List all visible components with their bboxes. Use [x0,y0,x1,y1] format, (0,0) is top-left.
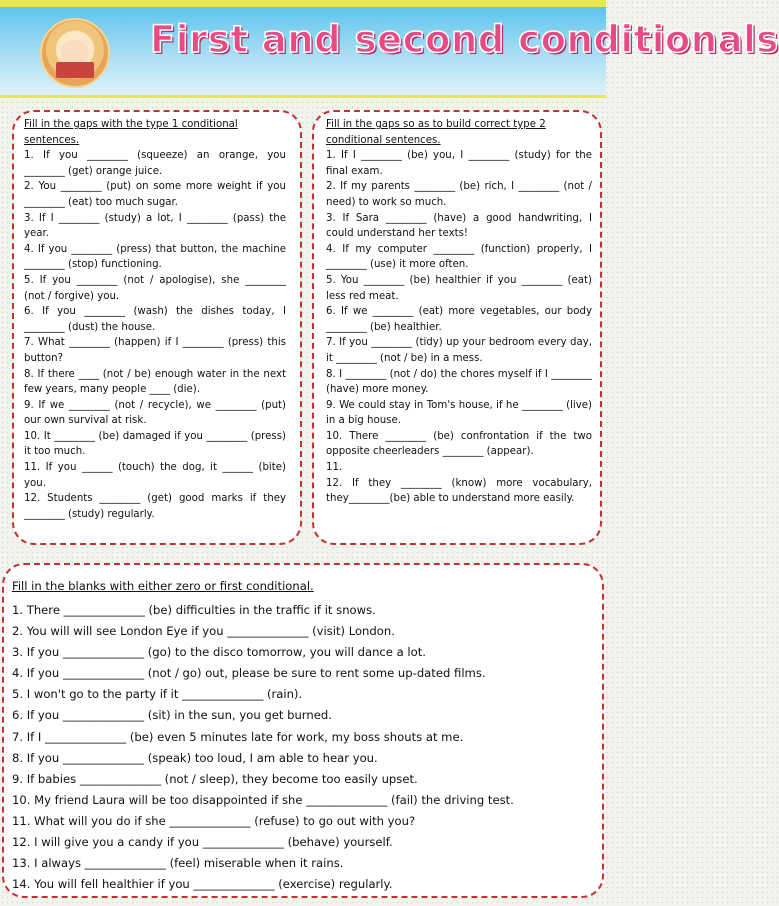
exercise-item: 8. If there ____ (not / be) enough water in the next few years, many people ____ (die). [24,368,286,396]
exercise-item: 8. I ________ (not / do) the chores myself if I ________ (have) more money. [326,368,592,396]
type2-instruction: Fill in the gaps so as to build correct type 2 conditional sentences. [326,119,546,146]
exercise-item: 9. If babies ______________ (not / sleep), they become too easily upset. [12,771,418,786]
exercise-item: 10. My friend Laura will be too disappointed if she ______________ (fail) the driving test. [12,792,514,807]
zero-first-instruction: Fill in the blanks with either zero or first conditional. [12,579,314,593]
exercise-item: 11. If you ______ (touch) the dog, it ______ (bite) you. [24,462,286,489]
zero-first-exercise [12,578,592,895]
exercise-item: 1. If I ________ (be) you, I ________ (study) for the final exam. [326,150,592,177]
exercise-item: 5. If you ________ (not / apologise), she ________ (not / forgive) you. [24,274,286,302]
exercise-item: 11. [326,462,343,474]
exercise-item: 12. If they ________ (know) more vocabulary, they________(be) able to understand more easily. [326,477,592,505]
exercise-item: 3. If I ________ (study) a lot, I ________ (pass) the year. [24,212,286,240]
type1-instruction: Fill in the gaps with the type 1 conditional sentences. [24,119,238,146]
exercise-item: 7. What ________ (happen) if I ________ (press) this button? [24,337,286,364]
header-stripe [0,95,606,98]
exercise-item: 2. If my parents ________ (be) rich, I ________ (not / need) to work so much. [326,181,592,208]
girl-reading-illustration [40,18,110,88]
exercise-item: 10. There ________ (be) confrontation if the two opposite cheerleaders ________ (appear). [326,430,592,458]
exercise-item: 3. If you ______________ (go) to the disco tomorrow, you will dance a lot. [12,645,426,660]
exercise-item: 6. If we ________ (eat) more vegetables, our body ________ (be) healthier. [326,306,592,333]
exercise-item: 5. You ________ (be) healthier if you ________ (eat) less red meat. [326,274,592,302]
exercise-item: 2. You ________ (put) on some more weight if you ________ (eat) too much sugar. [24,181,286,208]
exercise-item: 4. If you ________ (press) that button, the machine ________ (stop) functioning. [24,243,286,271]
exercise-item: 12. I will give you a candy if you ______________ (behave) yourself. [12,835,393,850]
girl-face [61,40,89,64]
exercise-item: 3. If Sara ________ (have) a good handwriting, I could understand her texts! [326,212,592,240]
exercise-item: 13. I always ______________ (feel) miserable when it rains. [12,856,344,871]
exercise-item: 6. If you ________ (wash) the dishes today, I ________ (dust) the house. [24,306,286,333]
exercise-item: 6. If you ______________ (sit) in the sun, you get burned. [12,708,332,723]
exercise-item: 9. We could stay in Tom's house, if he ________ (live) in a big house. [326,399,592,427]
exercise-item: 8. If you ______________ (speak) too loud, I am able to hear you. [12,750,378,765]
exercise-item: 4. If my computer ________ (function) properly, I ________ (use) it more often. [326,243,592,271]
exercise-item: 7. If I ______________ (be) even 5 minutes late for work, my boss shouts at me. [12,729,464,744]
exercise-item: 1. If you ________ (squeeze) an orange, you ________ (get) orange juice. [24,150,286,177]
exercise-item: 12. Students ________ (get) good marks if they ________ (study) regularly. [24,493,286,520]
exercise-item: 11. What will you do if she ______________ (refuse) to go out with you? [12,813,416,828]
exercise-item: 7. If you ________ (tidy) up your bedroom every day, it ________ (not / be) in a mess. [326,337,592,364]
book-icon [56,62,94,78]
worksheet-title: First and second conditionals [150,18,779,61]
type2-exercise [326,117,592,507]
exercise-item: 10. It ________ (be) damaged if you ________ (press) it too much. [24,430,286,458]
exercise-item: 1. There ______________ (be) difficulties in the traffic if it snows. [12,603,376,617]
exercise-item: 14. You will fell healthier if you ______________ (exercise) regularly. [12,877,393,892]
exercise-item: 9. If we ________ (not / recycle), we ________ (put) our own survival at risk. [24,399,286,427]
type1-exercise [24,117,286,522]
top-stripe [0,0,606,7]
exercise-item: 4. If you ______________ (not / go) out, please be sure to rent some up-dated films. [12,666,486,681]
exercise-item: 2. You will will see London Eye if you ______________ (visit) London. [12,624,395,639]
exercise-item: 5. I won't go to the party if it ______________ (rain). [12,687,303,702]
